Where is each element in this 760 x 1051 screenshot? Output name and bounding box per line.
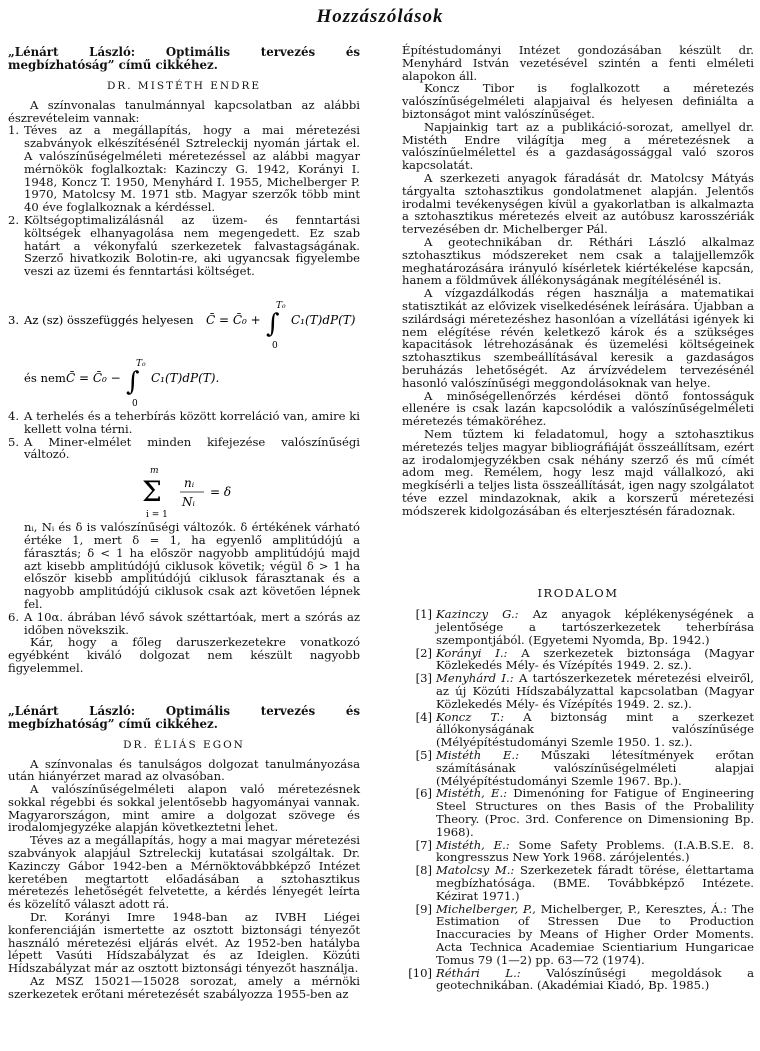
article1-intro: A színvonalas tanulmánnyal kapcsolatban az alábbi észrevételeim vannak: [8, 97, 360, 125]
reference-item: [9] Michelberger, P., Michelberger, P., Keresztes, Á.: The Estimation of Stressen Due to Production Inaccuracies by Means of Higher Order Moments. Acta Technica Academiae Scientiarium Hungaricae Tomus 79 (1—2) pp. 63—72 (1974). [415, 901, 754, 967]
paragraph: A valószínűségelméleti alapon való méretezésnek sokkal régebbi és sokkal jelentősebb hagyományai vannak. Magyarországon, mint amire a dolgozat szövege és irodalomjegyzéke alapján következtetni lehet. [8, 782, 360, 835]
svg-text:0: 0 [132, 398, 138, 409]
paragraph: A minőségellenőrzés kérdései döntő fontosságuk ellenére is csak lazán kapcsolódik a valószínűségelméleti méretezés témaköréhez. [402, 388, 754, 429]
paragraph: A szerkezeti anyagok fáradását dr. Matolcsy Mátyás tárgyalta sztohasztikus gondolatmenet alapján. Jelentős irodalmi tevékenységen kívül a gyakorlatban is alkalmazta a sztohasztikus méretezés elveit az autóbusz karosszériák tervezésében dr. Michelberger Pál. [402, 170, 754, 237]
svg-text:∫: ∫ [126, 366, 140, 397]
svg-text:∫: ∫ [266, 308, 280, 339]
paragraph: Építéstudományi Intézet gondozásában készült dr. Menyhárd István vezetésével szintén a fenti elméleti alapokon áll. [402, 43, 754, 83]
svg-text:Σ: Σ [142, 475, 162, 509]
formula-correct [8, 292, 360, 354]
paragraph: A színvonalas és tanulságos dolgozat tanulmányozása után hiányérzet marad az olvasóban. [8, 756, 360, 784]
paragraph: Téves az a megállapítás, hogy a mai magyar méretezési szabványok alapjául Sztreleckij kutatásai szolgáltak. Dr. Kazinczy Gábor 1942-ben a Mérnöktovábbképző Intézet keretében megtartott előadásában a sztohasztikus méretezés lehetőségét felvetette, a kérdés lényegét leírta és közelítő választ adott rá. [8, 833, 360, 912]
paragraph: Dr. Korányi Imre 1948-ban az IVBH Liégei konferenciáján ismertette az osztott biztonsági tényezőt használó méretezési eljárás elvét. Az 1952-ben hatályba lépett Vasúti Hídszabályzat és az Ideiglen. Közúti Hídszabályzat már az osztott biztonsági tényezőt használja. [8, 910, 360, 976]
article1-heading: „Lénárt László: Optimális tervezés és megbízhatóság” című cikkéhez. [8, 45, 360, 72]
list-item: 6. A 10α. ábrában lévő sávok széttartóak, mert a szórás az időben növekszik. [8, 609, 360, 637]
page-title: Hozzászólások [316, 6, 444, 27]
item3-and-not: és nem [24, 370, 66, 385]
list-item: 4. A terhelés és a teherbírás között korreláció van, amire ki kellett volna térni. [8, 408, 360, 436]
paragraph: A vízgazdálkodás régen használja a matematikai statisztikát az elővizek viselkedésének leírására. Újabban a szilárdsági méretezéshez hasonlóan a vízellátási igények ki nem elégítése révén keletkező károk és a szükséges kapacitások létrehozásának és üzemelési költségeinek sztohasztikus szembeállításával keresik a gazdaságos beruházás lehetőségét. Az árvízvédelem tervezésénél hasonló valószínűségi meggondolásoknak van helye. [402, 286, 754, 390]
svg-text:i = 1: i = 1 [146, 510, 168, 521]
reference-item: [3] Menyhárd I.: A tartószerkezetek méretezési elveiről, az új Közúti Hídszabályzattal kapcsolatban (Magyar Közlekedés Mély- és Vízépítés 1949. 2. sz.). [415, 671, 754, 711]
reference-item: [4] Koncz T.: A biztonság mint a szerkezet állókonyságának valószínűsége (Mélyépítéstudományi Szemle 1950. 1. sz.). [415, 709, 754, 750]
paragraph: Koncz Tibor is foglalkozott a méretezés valószínűségelméleti alapjaival és helyesen definiálta a biztonságot mint valószínűséget. [402, 81, 754, 121]
svg-text:T₀: T₀ [136, 358, 146, 369]
formula-miner [8, 461, 360, 521]
reference-item: [5] Mistéth E.: Műszaki létesítmények erőtan számításának valószínűségelméleti alapjai (Mélyépítéstudományi Szemle 1967. Bp.). [415, 748, 754, 788]
article2-author: DR. ÉLIÁS EGON [123, 738, 245, 751]
right-column [402, 44, 754, 992]
svg-text:m: m [150, 466, 159, 477]
svg-text:= δ: = δ [210, 485, 232, 500]
article2-heading: „Lénárt László: Optimális tervezés és megbízhatóság” című cikkéhez. [8, 703, 360, 731]
reference-item: [1] Kazinczy G.: Az anyagok képlékenységének a jelentősége a tartószerkezetek teherbírása szempontjából. (Egyetemi Nyomda, Bp. 1942.) [415, 607, 754, 647]
article1-author: DR. MISTÉTH ENDRE [106, 80, 262, 92]
reference-item: [7] Mistéth, E.: Some Safety Problems. (I.A.B.S.E. 8. kongresszus New York 1968. zárójelentés.) [415, 837, 754, 865]
paragraph: Napjainkig tart az a publikáció-sorozat, amellyel dr. Mistéth Endre világítja meg a méretezésnek a valószínűelmélettel és a gazdaságossággal való szoros kapcsolatát. [402, 119, 754, 173]
svg-text:nᵢ: nᵢ [184, 476, 195, 491]
formula-incorrect [8, 354, 360, 410]
svg-text:0: 0 [272, 340, 278, 351]
svg-text:C₁(T)dP(T): C₁(T)dP(T) [291, 312, 356, 327]
paragraph: Az MSZ 15021—15028 sorozat, amely a mérnöki szerkezetek erőtani méretezését szabályozza 1955-ben az [8, 974, 360, 1001]
svg-text:Nᵢ: Nᵢ [182, 495, 195, 510]
reference-item: [10] Réthári L.: Valószínűségi megoldások a geotechnikában. (Akadémiai Kiadó, Bp. 1985.) [408, 965, 754, 993]
svg-text:C₁(T)dP(T).: C₁(T)dP(T). [151, 370, 220, 385]
left-column [8, 46, 360, 1001]
item5-note: nᵢ, Nᵢ és δ is valószínűségi változók. δ értékének várható értéke 1, mert δ = 1, ha egyenlő amplitúdójú a fárasztás; δ < 1 ha először nagyobb amplitúdójú majd azt kisebb amplitúdójú ciklusok követik; végül δ > 1 ha először kisebb amplitúdójú ciklusok fárasztanak és a nagyobb amplitúdójú ciklusok csak azt követően lépnek fel. [24, 520, 360, 611]
article1-closing: Kár, hogy a főleg daruszerkezetekre vonatkozó egyébként kiváló dolgozat nem készült nagyobb figyelemmel. [8, 635, 360, 675]
svg-text:T₀: T₀ [276, 300, 286, 311]
item3-text: Az (sz) összefüggés helyesen [24, 312, 194, 327]
reference-item: [6] Mistéth, E.: Dimenóning for Fatigue of Engineering Steel Structures on thes Basis of the Probalility Theory. (Proc. 3rd. Conference on Dimensioning Bp. 1968). [415, 786, 754, 839]
svg-text:C̄ = C̄₀ −: C̄ = C̄₀ − [66, 370, 121, 385]
list-item: 5. A Miner-elmélet minden kifejezése valószínűségi változó. [8, 434, 360, 462]
reference-item: [8] Matolcsy M.: Szerkezetek fáradt törése, élettartama megbízhatósága. (BME. Továbbképző Intézete. Kézirat 1971.) [415, 863, 754, 903]
references-title: IRODALOM [537, 586, 619, 601]
list-item: 1. Téves az a megállapítás, hogy a mai méretezési szabványok elkészítésénél Sztreleckij nyomán jártak el. A valószínűségelméleti méretezéssel az alábbi magyar mérnökök foglalkoztak: Kazinczy G. 1942, Korányi I. 1948, Koncz T. 1950, Menyhárd I. 1955, Michelberger P. 1970, Matolcsy M. 1971 stb. Magyar szerzők több mint 40 éve foglalkoznak a kérdéssel. [8, 123, 360, 215]
list-item: 2. Költségoptimalizálásnál az üzem- és fenntartási költségek elhanyagolása nem megengedett. Ez szab határt a vékonyfalú szerkezetek falvastagságának. Szerző hivatkozik Bolotin-re, aki ugyancsak figyelembe veszi az üzemi és fenntartási költséget. [8, 212, 360, 279]
item3-number: 3. [8, 312, 20, 327]
paragraph: A geotechnikában dr. Réthári László alkalmaz sztohasztikus módszereket nem csak a talajjellemzők meghatározására irányuló kísérletek kiértékelése kapcsán, hanem a földművek állékonyságának megítélésénél is. [402, 234, 754, 288]
svg-text:C̄ = C̄₀ +: C̄ = C̄₀ + [206, 312, 261, 327]
paragraph: Nem tűztem ki feladatomul, hogy a sztohasztikus méretezés teljes magyar bibliográfiáját összeállítsam, ezért az irodalomjegyzékben csak néhány szerző és mű címét adom meg. Remélem, hogy lesz majd vállalkozó, aki megkísérli a teljes lista összeállítását, igen nagy szolgálatot téve ezzel mindazoknak, akik a korszerű méretezési módszerek kidolgozásában és elterjesztésén fáradoznak. [402, 426, 754, 518]
reference-item: [2] Korányi I.: A szerkezetek biztonsága (Magyar Közlekedés Mély- és Vízépítés 1949. 2. sz.). [415, 645, 755, 673]
